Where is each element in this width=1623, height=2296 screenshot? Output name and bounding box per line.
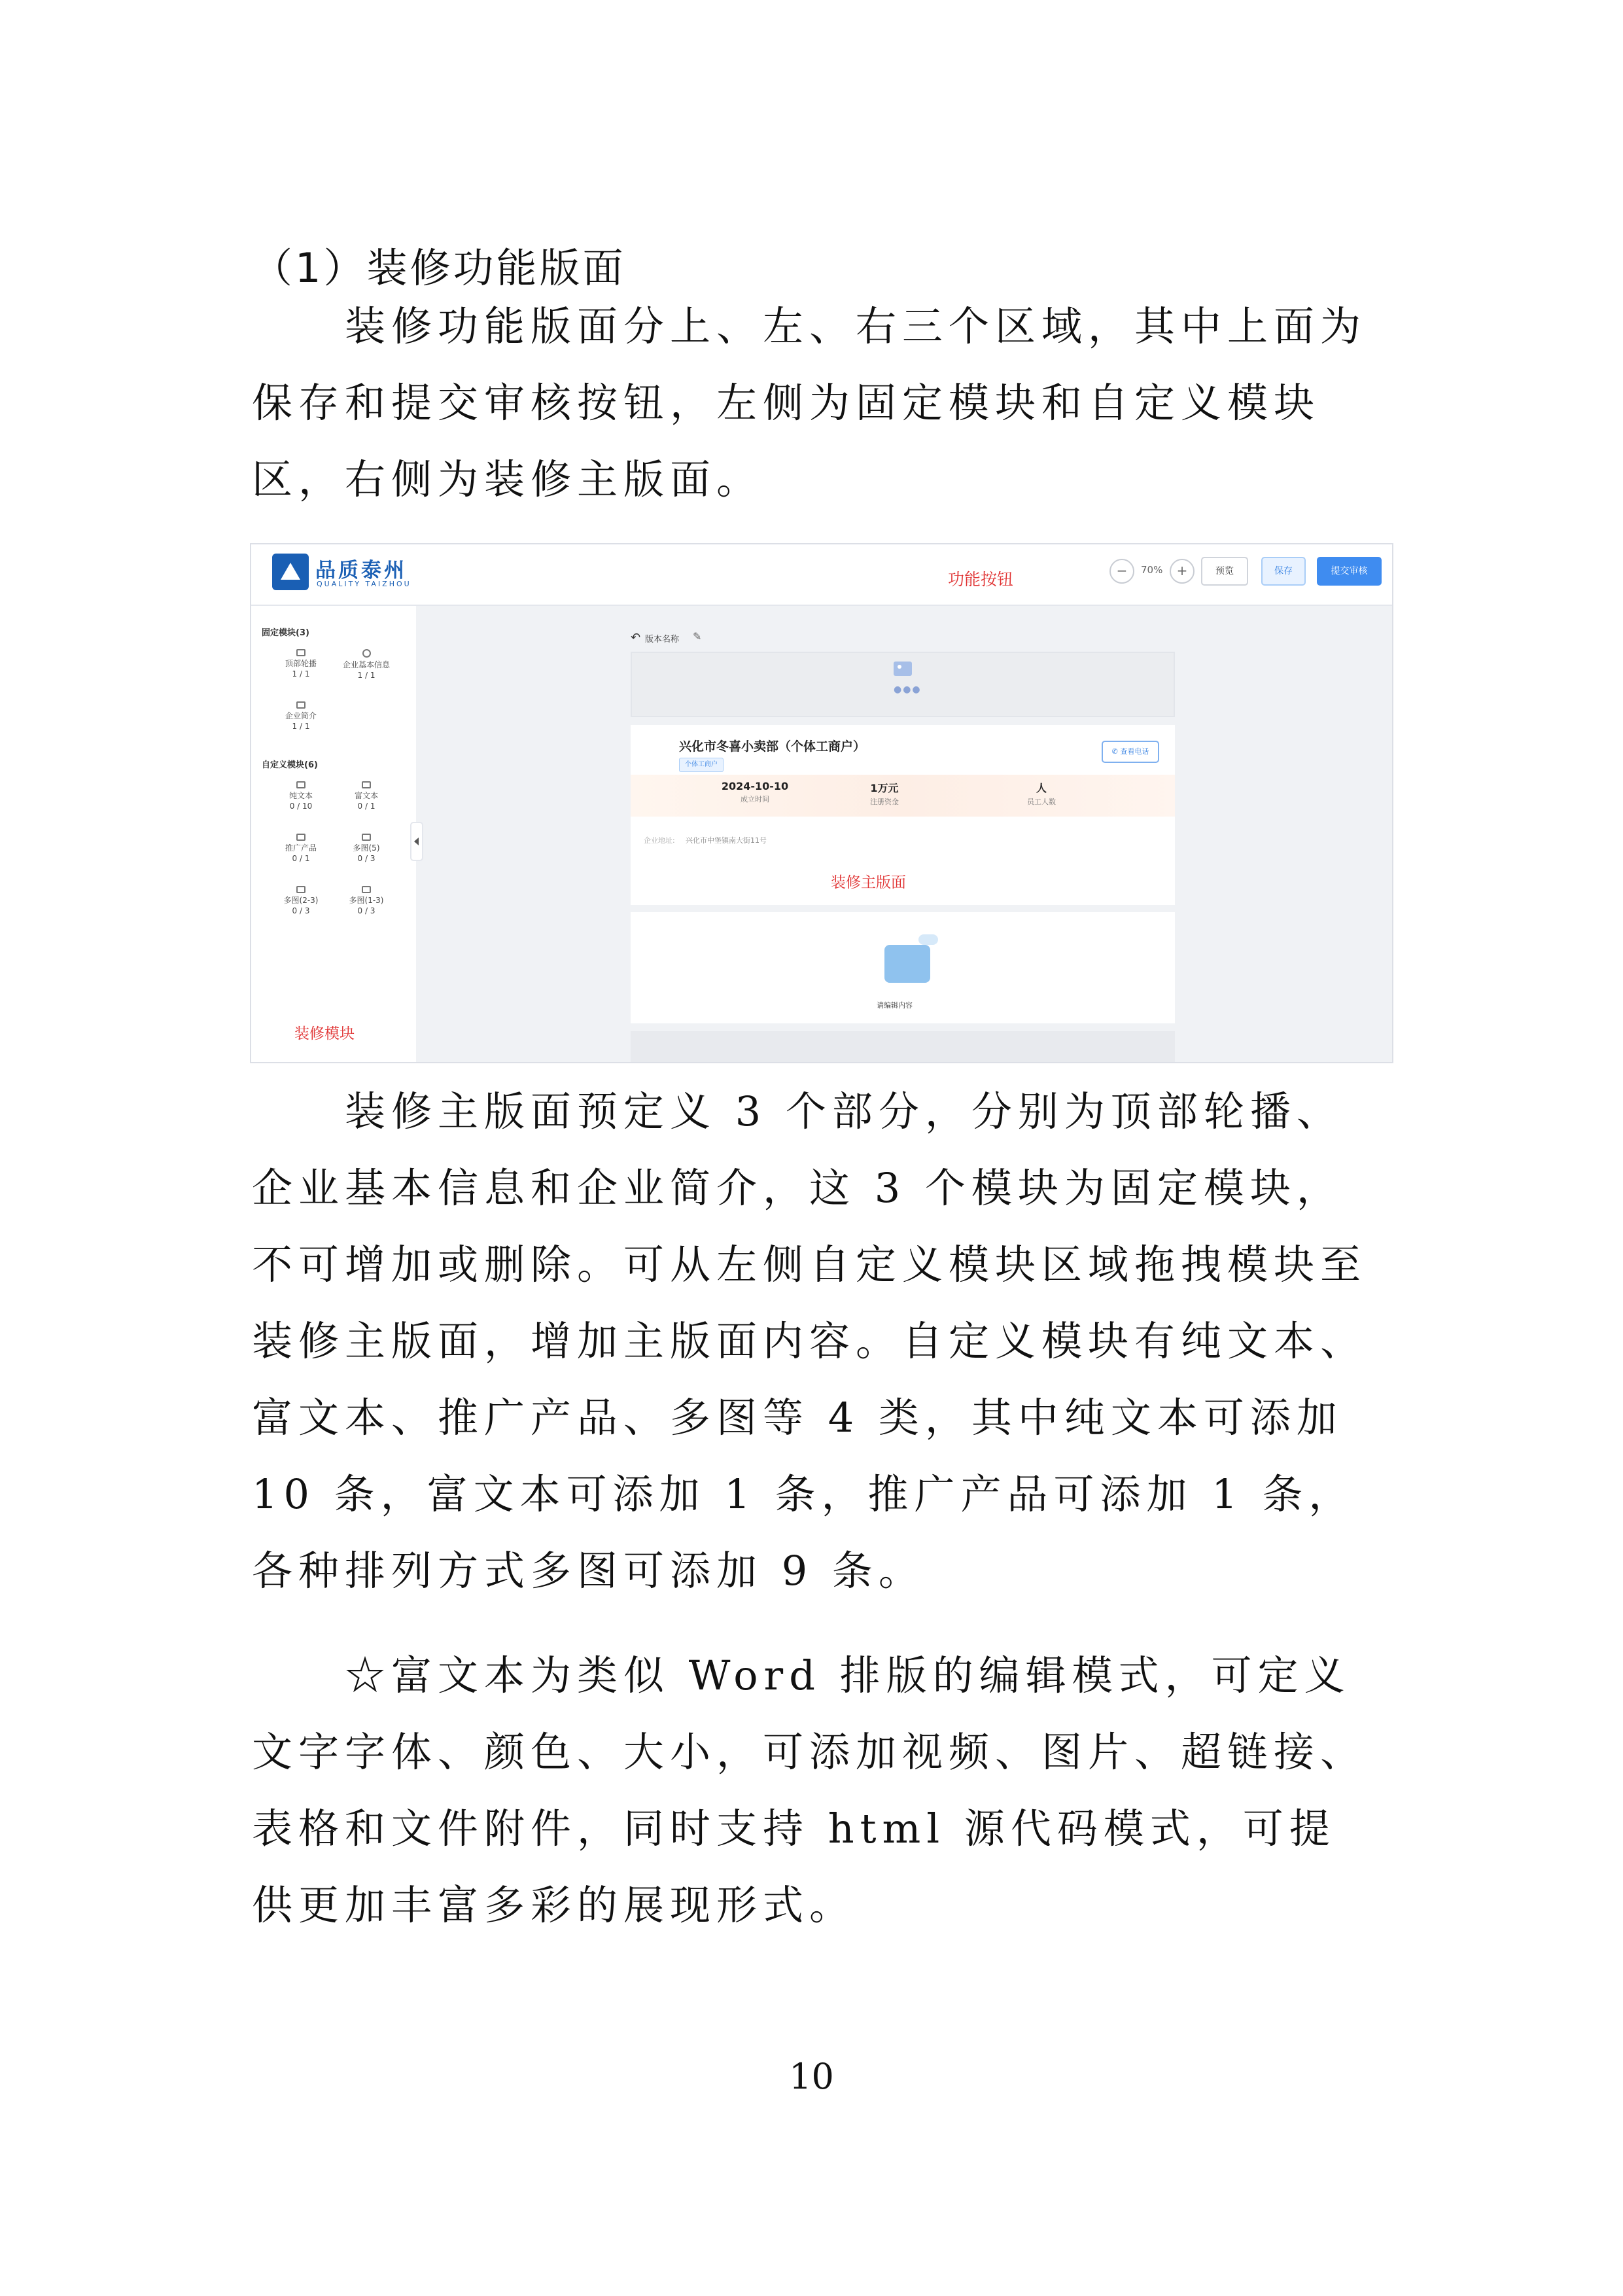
company-address: 兴化市中堡镇南大街11号 [686,836,767,845]
decoration-modules-annotation: 装修模块 [294,1025,355,1042]
company-name: 兴化市冬喜小卖部（个体工商户） [679,739,866,754]
module-multi-image-2-3[interactable]: 多图(2-3) 0 / 3 [268,886,334,916]
address-label: 企业地址: [644,836,675,845]
zoom-in-button[interactable]: + [1170,559,1195,584]
zoom-level: 70% [1141,564,1163,576]
grid-icon [362,886,371,893]
empty-content-text: 请编辑内容 [877,1001,913,1010]
top-carousel-block[interactable] [631,652,1175,717]
stat-employees: 人 员工人数 [1027,782,1056,806]
module-multi-image-5[interactable]: 多图(5) 0 / 3 [334,834,399,864]
function-buttons-annotation: 功能按钮 [948,570,1014,589]
save-button[interactable]: 保存 [1261,557,1306,586]
edit-pen-icon[interactable]: ✎ [693,630,702,643]
submit-review-button[interactable]: 提交审核 [1317,557,1382,586]
carousel-icon [296,649,305,656]
info-icon [362,649,371,658]
paragraph-main-panel: 装修主版面预定义 3 个部分，分别为顶部轮播、企业基本信息和企业简介，这 3 个模块为固定模块，不可增加或删除。可从左侧自定义模块区域拖拽模块至装修主版面，增加主版面内容。自定义模块有纯文本、富文本、推广产品、多图等 4 类，其中纯文本可添加 10 条，富文本可添加 1 条，推广产品可添加 1 条，各种排列方式多图可添加 9 条。 [252,1087,1367,1595]
module-plain-text[interactable]: 纯文本 0 / 10 [268,781,334,811]
carousel-dots-icon: ●●● [894,684,922,695]
company-intro-block[interactable] [631,912,1175,1023]
company-info-block[interactable] [631,725,1175,905]
page-number: 10 [789,2056,834,2097]
image-placeholder-icon [894,662,912,676]
section-title: （1）装修功能版面 [252,243,626,292]
preview-button[interactable]: 预览 [1201,557,1248,586]
stat-capital: 1万元 注册资金 [870,782,899,806]
company-type-badge: 个体工商户 [679,758,724,772]
module-top-carousel[interactable]: 顶部轮播 1 / 1 [268,649,334,679]
phone-icon: ✆ [1111,747,1121,756]
fixed-modules-title: 固定模块(3) [262,628,309,638]
module-company-intro[interactable]: 企业简介 1 / 1 [268,701,334,732]
module-sidebar [251,606,416,1063]
gallery-icon [362,834,371,841]
text-icon [296,781,305,788]
main-canvas [416,606,1393,1063]
logo-icon [272,554,309,590]
next-block-placeholder [631,1031,1175,1063]
zoom-out-button[interactable]: − [1109,559,1134,584]
logo-subtext: QUALITY TAIZHOU [317,580,411,588]
module-promoted-products[interactable]: 推广产品 0 / 1 [268,834,334,864]
cloud-icon [918,934,938,945]
product-icon [296,834,305,841]
module-multi-image-1-3[interactable]: 多图(1-3) 0 / 3 [334,886,399,916]
custom-modules-title: 自定义模块(6) [262,760,318,770]
company-stats [631,775,1175,817]
stat-founded: 2024-10-10 成立时间 [721,780,789,804]
module-rich-text[interactable]: 富文本 0 / 1 [334,781,399,811]
back-arrow-icon[interactable]: ↶ [631,631,641,645]
logo-text: 品质泰州 [315,559,407,582]
decoration-editor-screenshot [250,543,1393,1063]
document-icon [296,701,305,709]
view-phone-button[interactable]: ✆ 查看电话 [1102,741,1159,763]
empty-content-icon [884,945,930,983]
version-name: 版本名称 [645,635,680,645]
top-toolbar [251,544,1393,606]
module-company-info[interactable]: 企业基本信息 1 / 1 [334,649,399,680]
rich-text-icon [362,781,371,788]
main-panel-annotation: 装修主版面 [831,874,906,891]
paragraph-intro: 装修功能版面分上、左、右三个区域，其中上面为保存和提交审核按钮，左侧为固定模块和自定义模块区，右侧为装修主版面。 [252,302,1367,503]
grid-icon [296,886,305,893]
paragraph-rich-text: ☆富文本为类似 Word 排版的编辑模式，可定义文字字体、颜色、大小，可添加视频、图片、超链接、表格和文件附件，同时支持 html 源代码模式，可提供更加丰富多彩的展现形式。 [252,1651,1367,1929]
